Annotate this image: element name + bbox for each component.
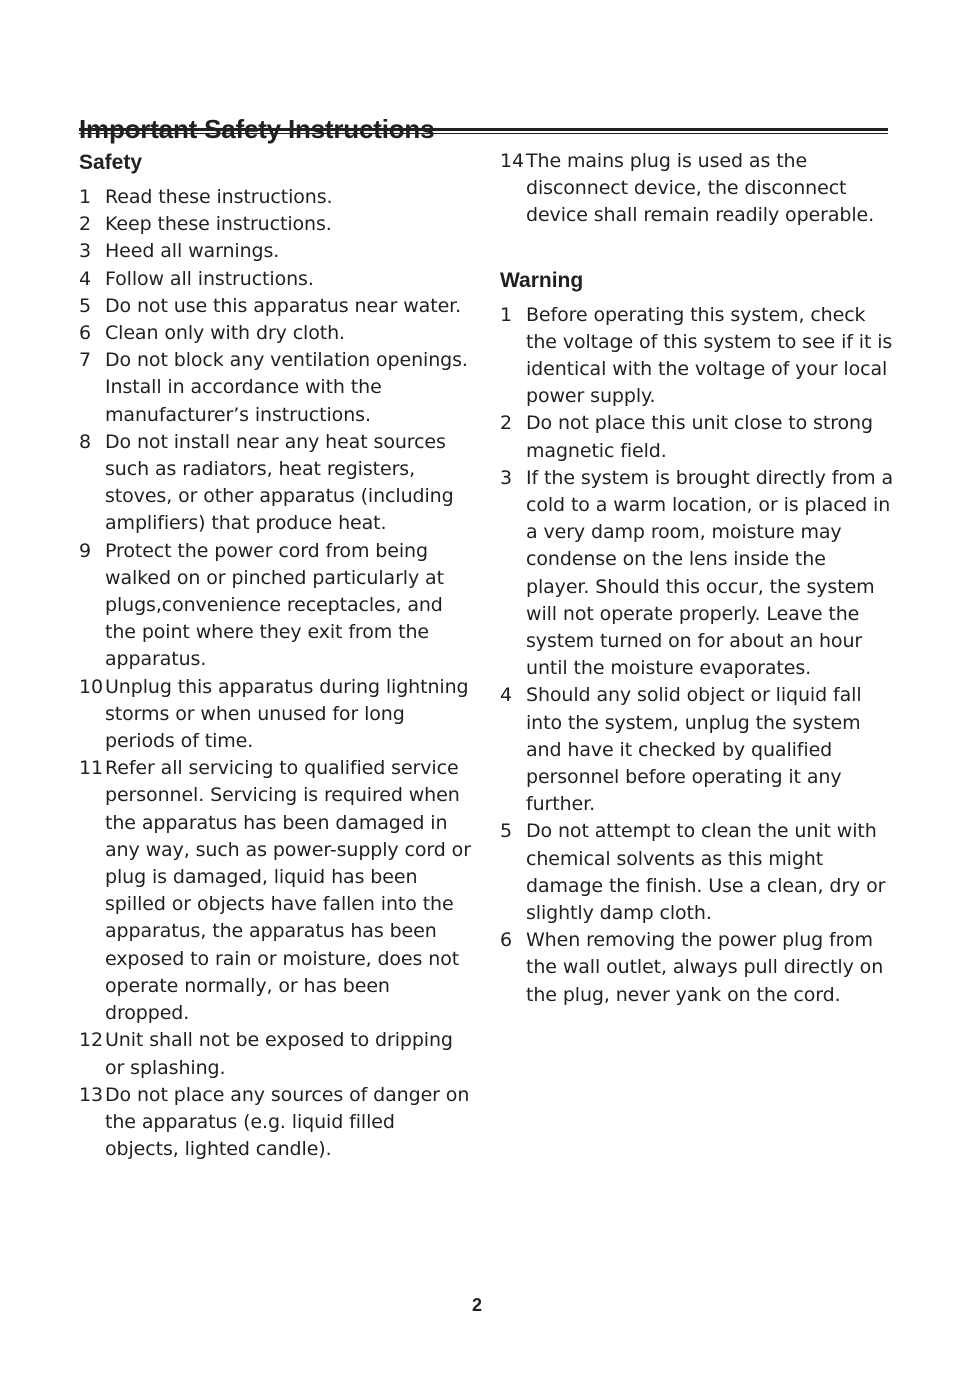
safety-item-4 bbox=[79, 266, 474, 293]
item-number: 2 bbox=[79, 213, 91, 236]
safety-item-11 bbox=[79, 755, 474, 1027]
item-text: Do not attempt to clean the unit with chemical solvents as this might damage the finish. Use a clean, dry or slightly damp cloth. bbox=[526, 820, 886, 925]
safety-item-9 bbox=[79, 538, 474, 674]
item-text: Clean only with dry cloth. bbox=[105, 322, 345, 345]
item-text: Follow all instructions. bbox=[105, 267, 314, 290]
item-number: 4 bbox=[500, 684, 512, 707]
right-column bbox=[500, 148, 895, 1009]
section-spacer bbox=[500, 230, 895, 266]
item-text: Do not use this apparatus near water. bbox=[105, 294, 462, 317]
item-number: 11 bbox=[79, 757, 103, 780]
item-number: 5 bbox=[79, 294, 91, 317]
item-text: Protect the power cord from being walked on or pinched particularly at plugs,convenience receptacles, and the point where they exit from the apparatus. bbox=[105, 539, 444, 671]
item-text: Read these instructions. bbox=[105, 186, 333, 208]
item-number: 1 bbox=[500, 303, 512, 326]
warning-item-1 bbox=[500, 302, 895, 411]
warning-item-3 bbox=[500, 465, 895, 683]
warning-item-4 bbox=[500, 682, 895, 818]
item-text: Keep these instructions. bbox=[105, 213, 332, 236]
warning-list bbox=[500, 302, 895, 1009]
item-number: 4 bbox=[79, 267, 91, 290]
safety-list bbox=[79, 184, 474, 1163]
left-column bbox=[79, 148, 474, 1163]
safety-item-10 bbox=[79, 674, 474, 756]
warning-item-2 bbox=[500, 410, 895, 464]
item-text: Do not place any sources of danger on the apparatus (e.g. liquid filled objects, lighted candle). bbox=[105, 1083, 470, 1161]
title-rule-thick bbox=[79, 128, 888, 131]
item-text: Refer all servicing to qualified service personnel. Servicing is required when the apparatus has been damaged in any way, such as power-supply cord or plug is damaged, liquid has been spilled or objects have fallen into the apparatus, the apparatus has been exposed to rain or moisture, does not operate normally, or has been dropped. bbox=[105, 757, 471, 1025]
warning-item-6 bbox=[500, 927, 895, 1009]
safety-item-13 bbox=[79, 1082, 474, 1164]
item-number: 8 bbox=[79, 430, 91, 453]
item-text: When removing the power plug from the wall outlet, always pull directly on the plug, never yank on the cord. bbox=[526, 929, 884, 1006]
item-text: Before operating this system, check the voltage of this system to see if it is identical with the voltage of your local power supply. bbox=[526, 303, 893, 408]
item-text: Unplug this apparatus during lightning storms or when unused for long periods of time. bbox=[105, 675, 469, 753]
item-number: 7 bbox=[79, 349, 91, 372]
item-text: If the system is brought directly from a cold to a warm location, or is placed in a very damp room, moisture may condense on the lens inside the player. Should this occur, the system will not operate properly. Leave the system turned on for about an hour until the moisture evaporates. bbox=[526, 466, 893, 680]
page-number: 2 bbox=[471, 1295, 482, 1315]
item-number: 1 bbox=[79, 186, 91, 208]
item-number: 9 bbox=[79, 539, 91, 562]
safety-item-8 bbox=[79, 429, 474, 538]
item-number: 2 bbox=[500, 412, 512, 435]
item-text: Do not install near any heat sources such as radiators, heat registers, stoves, or other apparatus (including amplifiers) that produce heat. bbox=[105, 430, 454, 535]
safety-item-1 bbox=[79, 184, 474, 211]
item-text: Should any solid object or liquid fall into the system, unplug the system and have it checked by qualified personnel before operating it any further. bbox=[526, 684, 862, 816]
item-number: 3 bbox=[79, 240, 91, 263]
warning-item-5 bbox=[500, 818, 895, 927]
item-text: Heed all warnings. bbox=[105, 240, 280, 263]
item-number: 6 bbox=[79, 322, 91, 345]
warning-heading: Warning bbox=[500, 268, 584, 292]
safety-item-7 bbox=[79, 347, 474, 429]
item-text: The mains plug is used as the disconnect device, the disconnect device shall remain readily operable. bbox=[526, 150, 875, 227]
item-text: Do not block any ventilation openings. Install in accordance with the manufacturer’s instructions. bbox=[105, 349, 468, 426]
title-rule-thin bbox=[79, 133, 888, 134]
safety-item-12 bbox=[79, 1027, 474, 1081]
item-text: Do not place this unit close to strong magnetic field. bbox=[526, 412, 873, 462]
item-number: 6 bbox=[500, 929, 512, 952]
safety-heading: Safety bbox=[79, 151, 143, 174]
item-number: 13 bbox=[79, 1083, 103, 1106]
item-number: 10 bbox=[79, 675, 103, 698]
safety-item-5 bbox=[79, 293, 474, 320]
safety-item-14 bbox=[500, 148, 895, 230]
item-number: 5 bbox=[500, 820, 512, 843]
safety-item-6 bbox=[79, 320, 474, 347]
safety-item-3 bbox=[79, 238, 474, 265]
safety-list-continued bbox=[500, 148, 895, 230]
item-number: 12 bbox=[79, 1029, 103, 1052]
item-number: 3 bbox=[500, 466, 512, 489]
item-number: 14 bbox=[500, 150, 524, 172]
safety-item-2 bbox=[79, 211, 474, 238]
item-text: Unit shall not be exposed to dripping or splashing. bbox=[105, 1029, 453, 1079]
